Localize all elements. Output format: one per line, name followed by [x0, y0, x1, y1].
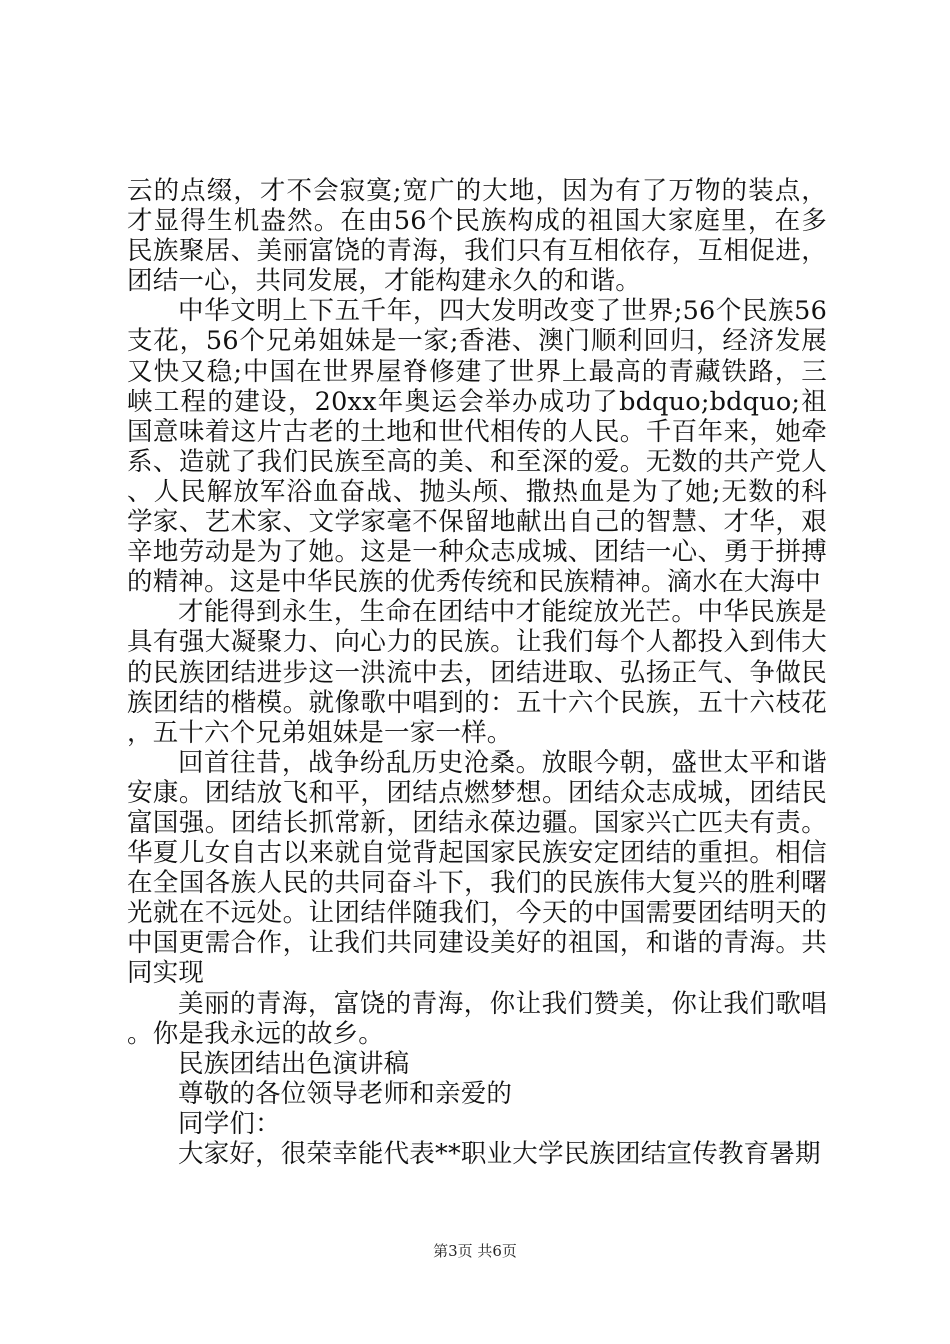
document-body [127, 176, 827, 1169]
paragraph-1: 云的点缀，才不会寂寞;宽广的大地，因为有了万物的装点，才显得生机盎然。在由56个民族构成的祖国大家庭里，在多民族聚居、美丽富饶的青海，我们只有互相依存，互相促进，团结一心，共同发展，才能构建永久的和谐。 [127, 176, 827, 297]
page-footer: 第3页 共6页 [433, 1242, 517, 1260]
paragraph-4: 回首往昔，战争纷乱历史沧桑。放眼今朝，盛世太平和谐安康。团结放飞和平，团结点燃梦想。团结众志成城，团结民富国强。团结长抓常新，团结永葆边疆。国家兴亡匹夫有责。华夏儿女自古以来就自觉背起国家民族安定团结的重担。相信在全国各族人民的共同奋斗下，我们的民族伟大复兴的胜利曙光就在不远处。让团结伴随我们，今天的中国需要团结明天的中国更需合作，让我们共同建设美好的祖国，和谐的青海。共同实现 [127, 747, 827, 989]
speech-title: 民族团结出色演讲稿 [178, 1048, 410, 1079]
salutation-line-1: 尊敬的各位领导老师和亲爱的 [178, 1078, 513, 1109]
paragraph-5: 美丽的青海，富饶的青海，你让我们赞美，你让我们歌唱。你是我永远的故乡。 [127, 988, 827, 1049]
paragraph-opening: 大家好，很荣幸能代表**职业大学民族团结宣传教育暑期 [178, 1139, 821, 1169]
salutation-line-2: 同学们： [178, 1108, 281, 1139]
paragraph-2: 中华文明上下五千年，四大发明改变了世界;56个民族56支花，56个兄弟姐妹是一家;香港、澳门顺利回归，经济发展又快又稳;中国在世界屋脊修建了世界上最高的青藏铁路，三峡工程的建设，20xx年奥运会举办成功了bdquo;bdquo;祖国意味着这片古老的土地和世代相传的人民。千百年来，她牵系、造就了我们民族至高的美、和至深的爱。无数的共产党人、人民解放军浴血奋战、抛头颅、撒热血是为了她;无数的科学家、艺术家、文学家毫不保留地献出自己的智慧、才华，艰辛地劳动是为了她。这是一种众志成城、团结一心、勇于拼搏的精神。这是中华民族的优秀传统和民族精神。滴水在大海中 [127, 296, 827, 598]
paragraph-3: 才能得到永生，生命在团结中才能绽放光芒。中华民族是具有强大凝聚力、向心力的民族。让我们每个人都投入到伟大的民族团结进步这一洪流中去，团结进取、弘扬正气、争做民族团结的楷模。就像歌中唱到的：五十六个民族，五十六枝花，五十六个兄弟姐妹是一家一样。 [127, 597, 827, 748]
